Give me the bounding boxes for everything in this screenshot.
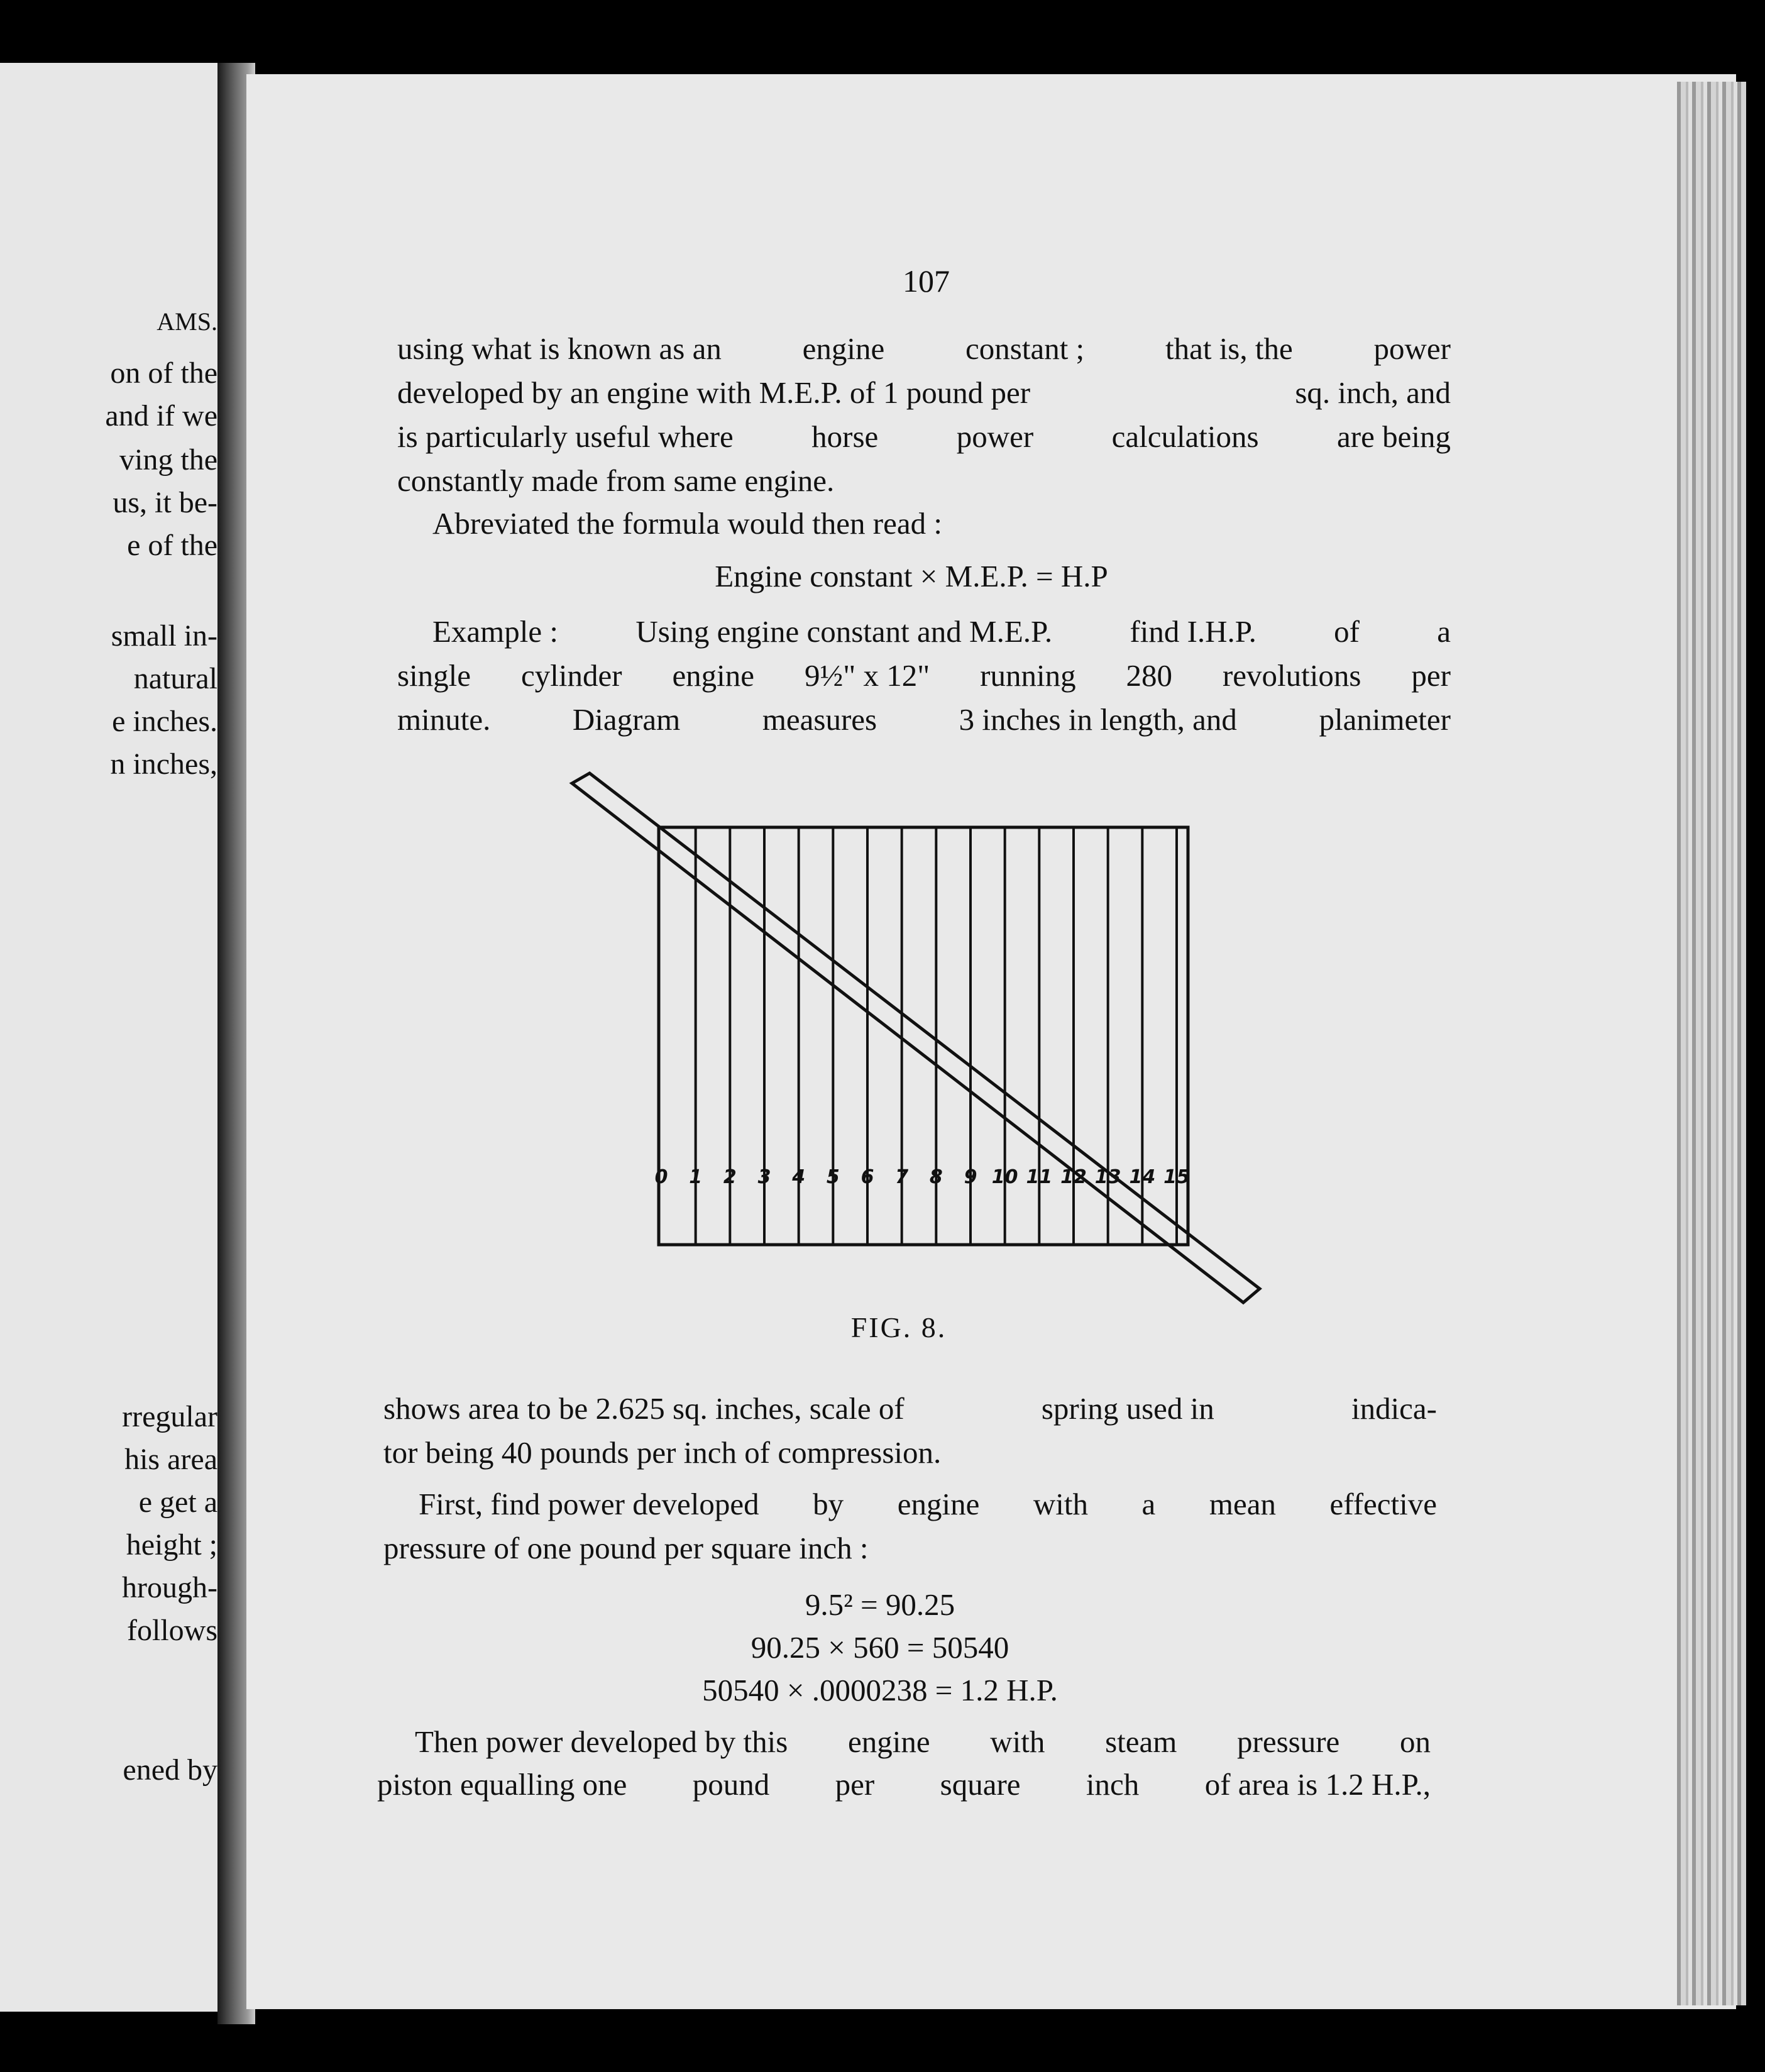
ordinate-label: 7 xyxy=(895,1166,909,1188)
text-line xyxy=(397,377,1451,408)
left-page-line: ened by xyxy=(123,1753,217,1787)
text-segment: square xyxy=(940,1767,1021,1802)
figure-8-diagram xyxy=(553,761,1270,1326)
left-page-line: e inches. xyxy=(112,705,217,738)
ordinate-label: 11 xyxy=(1026,1166,1053,1188)
text-segment: with xyxy=(990,1724,1045,1759)
left-page-line: ving the xyxy=(119,443,217,477)
text-segment: pressure of one pound per square inch : xyxy=(383,1531,869,1565)
text-segment: 3 inches in length, and xyxy=(959,702,1237,737)
text-segment: on xyxy=(1399,1724,1431,1759)
paragraph xyxy=(432,508,942,539)
ordinate-label: 5 xyxy=(826,1166,840,1188)
text-line xyxy=(383,1437,941,1468)
calculation-line: 50540 × .0000238 = 1.2 H.P. xyxy=(702,1673,1058,1707)
text-segment: power xyxy=(1373,331,1451,366)
text-line xyxy=(397,333,1451,364)
text-segment: by xyxy=(813,1487,844,1521)
left-page-line: hrough- xyxy=(122,1571,217,1604)
text-segment: indica- xyxy=(1351,1391,1437,1426)
text-segment: effective xyxy=(1329,1487,1437,1521)
ordinate-labels xyxy=(655,1166,1190,1188)
ordinate-label: 13 xyxy=(1094,1166,1121,1188)
ordinate-label: 15 xyxy=(1163,1166,1190,1188)
left-page-line: us, it be- xyxy=(113,486,217,519)
text-segment: single xyxy=(397,658,471,693)
text-segment: Abreviated the formula would then read : xyxy=(432,506,942,541)
text-segment: engine xyxy=(897,1487,980,1521)
ordinate-label: 0 xyxy=(654,1166,668,1188)
text-segment: revolutions xyxy=(1222,658,1361,693)
text-segment: First, find power developed xyxy=(419,1487,759,1521)
text-segment: a xyxy=(1437,614,1451,649)
formula: Engine constant × M.E.P. = H.P xyxy=(715,559,1108,593)
text-segment: are being xyxy=(1337,419,1451,454)
ordinate-label: 9 xyxy=(964,1166,977,1188)
text-segment: mean xyxy=(1209,1487,1276,1521)
text-segment: Example : xyxy=(432,614,559,649)
text-segment: 9½" x 12" xyxy=(804,658,930,693)
planimeter-scale-bar xyxy=(572,773,1260,1303)
text-segment: Using engine constant and M.E.P. xyxy=(635,614,1053,649)
page-number: 107 xyxy=(903,263,950,299)
text-segment: steam xyxy=(1105,1724,1177,1759)
text-segment: running xyxy=(980,658,1076,693)
text-segment: piston equalling one xyxy=(377,1767,627,1802)
left-page-line: e get a xyxy=(138,1485,217,1519)
text-segment: constant ; xyxy=(965,331,1085,366)
text-line xyxy=(383,1533,869,1563)
text-line xyxy=(383,1393,1437,1424)
left-page-line: AMS. xyxy=(157,307,217,336)
text-segment: measures xyxy=(762,702,877,737)
text-segment: a xyxy=(1141,1487,1156,1521)
text-segment: inch xyxy=(1086,1767,1140,1802)
left-page-line: natural xyxy=(133,662,217,695)
left-page-line: n inches, xyxy=(110,747,217,781)
ordinate-label: 4 xyxy=(792,1166,806,1188)
text-segment: engine xyxy=(847,1724,930,1759)
ordinate-label: 2 xyxy=(723,1166,737,1188)
ordinate-label: 8 xyxy=(929,1166,943,1188)
text-segment: shows area to be 2.625 sq. inches, scale of xyxy=(383,1391,904,1426)
text-segment: horse xyxy=(811,419,879,454)
text-segment: using what is known as an xyxy=(397,331,722,366)
text-segment: sq. inch, and xyxy=(1295,375,1451,410)
left-page-line: his area xyxy=(124,1443,217,1476)
ordinate-label: 12 xyxy=(1060,1166,1087,1188)
left-page-line: e of the xyxy=(127,529,217,562)
text-segment: spring used in xyxy=(1041,1391,1214,1426)
text-line xyxy=(432,616,1451,647)
text-segment: Then power developed by this xyxy=(415,1724,788,1759)
text-line xyxy=(397,660,1451,691)
left-page-line: and if we xyxy=(105,399,217,433)
text-segment: tor being 40 pounds per inch of compression. xyxy=(383,1435,942,1470)
calculation-line: 9.5² = 90.25 xyxy=(805,1587,955,1622)
text-segment: with xyxy=(1033,1487,1088,1521)
text-line xyxy=(397,704,1451,735)
left-page xyxy=(0,63,226,2012)
left-page-line: small in- xyxy=(111,619,217,653)
ordinate-label: 6 xyxy=(861,1166,874,1188)
ordinate-label: 14 xyxy=(1129,1166,1156,1188)
text-segment: cylinder xyxy=(520,658,622,693)
ordinate-label: 3 xyxy=(757,1166,771,1188)
text-segment: per xyxy=(835,1767,875,1802)
page-edges xyxy=(1677,82,1746,2005)
left-page-line: height ; xyxy=(126,1528,217,1562)
text-segment: of xyxy=(1334,614,1360,649)
left-page-line: rregular xyxy=(122,1400,217,1433)
text-segment: per xyxy=(1411,658,1451,693)
text-segment: power xyxy=(956,419,1034,454)
text-segment: is particularly useful where xyxy=(397,419,734,454)
text-segment: engine xyxy=(802,331,885,366)
text-segment: planimeter xyxy=(1319,702,1451,737)
figure-caption: FIG. 8. xyxy=(850,1311,947,1343)
text-segment: that is, the xyxy=(1165,331,1293,366)
ordinate-label: 1 xyxy=(689,1166,703,1188)
left-page-line: follows xyxy=(127,1614,217,1647)
text-segment: of area is 1.2 H.P., xyxy=(1204,1767,1431,1802)
calculation-line: 90.25 × 560 = 50540 xyxy=(751,1630,1009,1665)
text-line xyxy=(419,1489,1437,1519)
text-segment: engine xyxy=(672,658,755,693)
text-segment: pressure xyxy=(1237,1724,1340,1759)
text-line xyxy=(397,421,1451,452)
text-line xyxy=(415,1726,1431,1757)
text-segment: pound xyxy=(692,1767,770,1802)
text-segment: constantly made from same engine. xyxy=(397,463,835,498)
left-page-line: on of the xyxy=(110,356,217,390)
text-segment: find I.H.P. xyxy=(1130,614,1256,649)
text-segment: minute. xyxy=(397,702,491,737)
text-line xyxy=(397,465,834,496)
text-segment: calculations xyxy=(1111,419,1259,454)
ordinate-label: 10 xyxy=(991,1166,1018,1188)
text-segment: Diagram xyxy=(572,702,681,737)
text-segment: developed by an engine with M.E.P. of 1 pound per xyxy=(397,375,1031,410)
text-segment: 280 xyxy=(1126,658,1173,693)
text-line xyxy=(377,1769,1431,1800)
